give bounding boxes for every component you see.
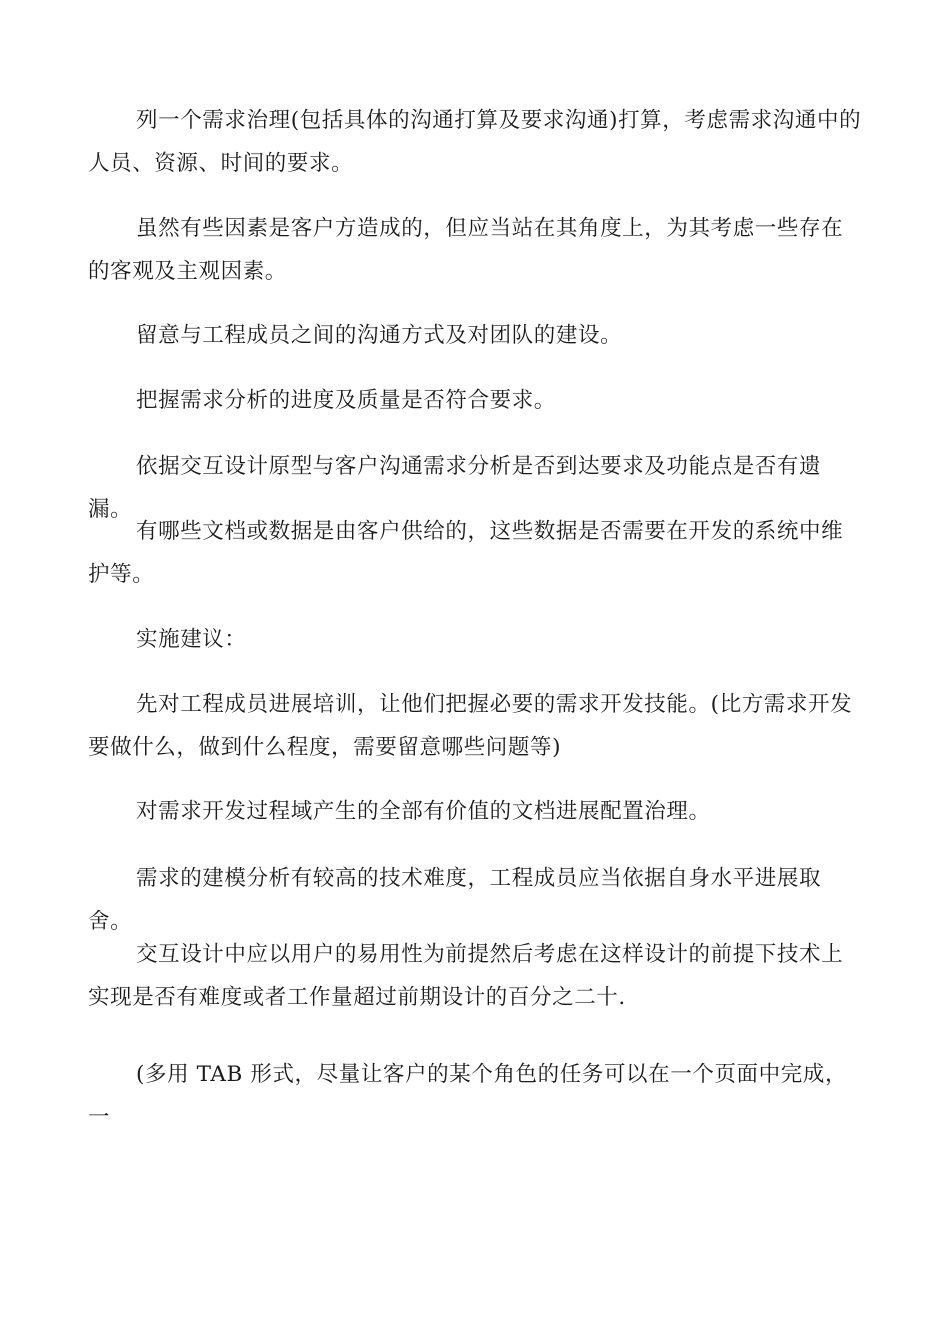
paragraph-11: 交互设计中应以用户的易用性为前提然后考虑在这样设计的前提下技术上实现是否有难度或者工作量超过前期设计的百分之二十. bbox=[88, 942, 844, 1010]
paragraph-5: 依据交互设计原型与客户沟通需求分析是否到达要求及功能点是否有遗漏。 bbox=[88, 454, 822, 522]
paragraph-2: 虽然有些因素是客户方造成的，但应当站在其角度上，为其考虑一些存在的客观及主观因素。 bbox=[88, 216, 844, 284]
paragraph-6: 有哪些文档或数据是由客户供给的，这些数据是否需要在开发的系统中维护等。 bbox=[88, 519, 844, 587]
paragraph-1: 列一个需求治理(包括具体的沟通打算及要求沟通)打算，考虑需求沟通中的人员、资源、时间的要求。 bbox=[88, 108, 862, 176]
paragraph-8: 先对工程成员进展培训，让他们把握必要的需求开发技能。(比方需求开发要做什么，做到什么程度，需要留意哪些问题等) bbox=[88, 692, 853, 760]
paragraph-12: (多用 TAB 形式，尽量让客户的某个角色的任务可以在一个页面中完成，一 bbox=[88, 1062, 848, 1130]
paragraph-7: 实施建议： bbox=[136, 627, 247, 652]
paragraph-10: 需求的建模分析有较高的技术难度，工程成员应当依据自身水平进展取舍。 bbox=[88, 866, 822, 934]
paragraph-4: 把握需求分析的进度及质量是否符合要求。 bbox=[136, 388, 556, 413]
paragraph-3: 留意与工程成员之间的沟通方式及对团队的建设。 bbox=[136, 323, 623, 348]
paragraph-9: 对需求开发过程域产生的全部有价值的文档进展配置治理。 bbox=[136, 799, 711, 824]
